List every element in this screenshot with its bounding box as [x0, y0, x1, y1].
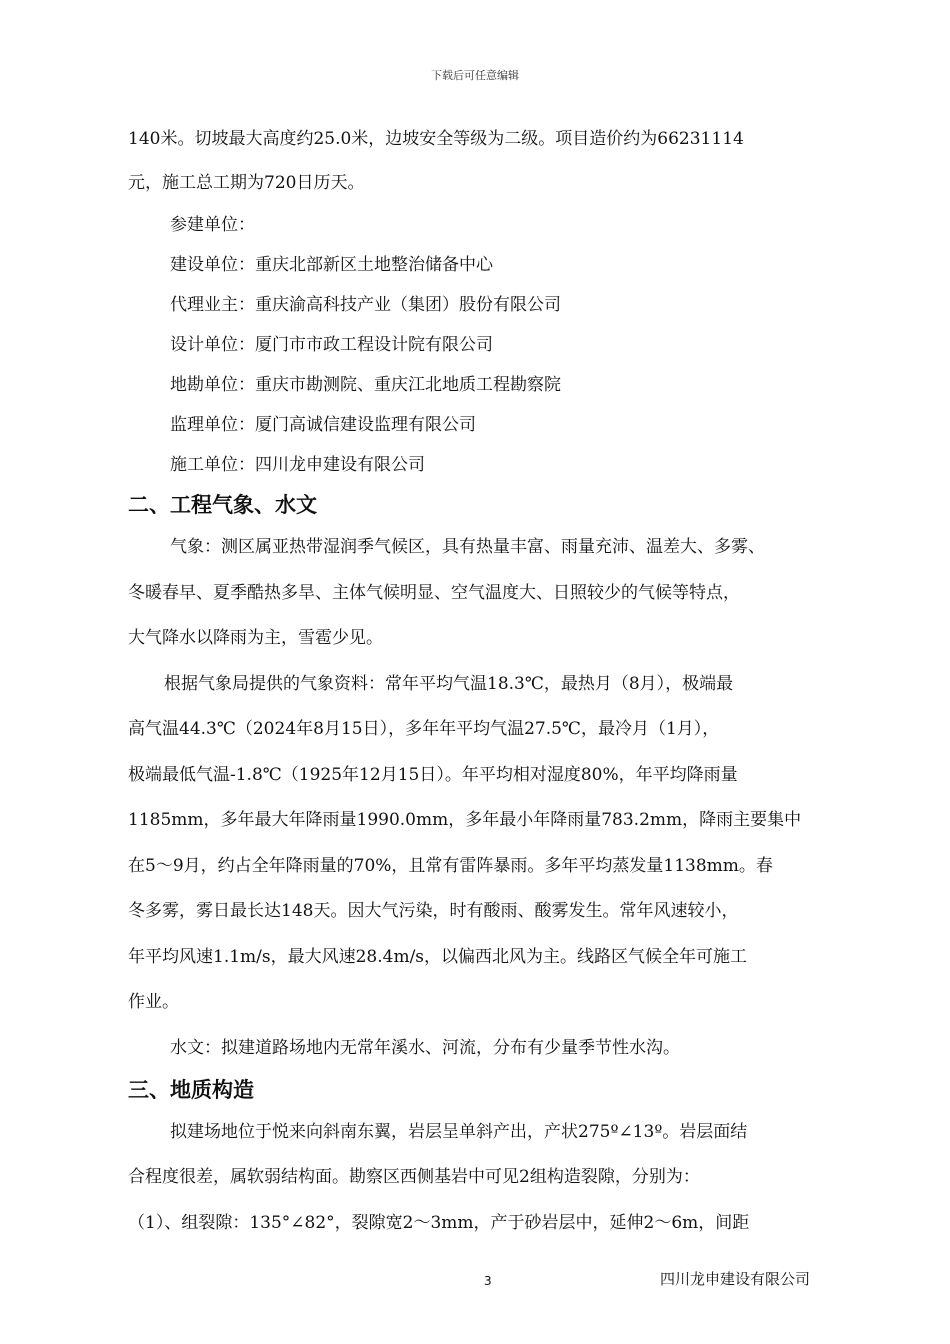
participant-survey: 地勘单位：重庆市勘测院、重庆江北地质工程勘察院 [170, 375, 561, 395]
participant-contractor: 施工单位：四川龙申建设有限公司 [170, 455, 425, 475]
climate-data-line: 作业。 [128, 992, 179, 1012]
climate-line: 冬暖春早、夏季酷热多旱、主体气候明显、空气温度大、日照较少的气候等特点， [128, 582, 740, 603]
intro-line-2: 元，施工总工期为720日历天。 [128, 173, 365, 193]
hydrology-paragraph: 水文：拟建道路场地内无常年溪水、河流，分布有少量季节性水沟。 [170, 1037, 680, 1058]
climate-line: 气象：测区属亚热带湿润季气候区，具有热量丰富、雨量充沛、温差大、多雾、 [170, 537, 765, 557]
participant-supervisor: 监理单位：厦门高诚信建设监理有限公司 [170, 415, 476, 435]
participant-client: 建设单位：重庆北部新区土地整治储备中心 [170, 255, 493, 275]
climate-line: 大气降水以降雨为主，雪雹少见。 [128, 628, 383, 648]
section-3-heading: 三、地质构造 [128, 1077, 254, 1102]
geology-line: 拟建场地位于悦来向斜南东翼，岩层呈单斜产出，产状275º∠13º。岩层面结 [170, 1121, 748, 1142]
climate-data-line: 冬多雾，雾日最长达148天。因大气污染，时有酸雨、酸雾发生。常年风速较小， [128, 901, 739, 921]
participant-designer: 设计单位：厦门市市政工程设计院有限公司 [170, 335, 493, 355]
climate-data-line: 高气温44.3℃（2024年8月15日），多年年平均气温27.5℃，最冷月（1月）， [128, 719, 720, 739]
participant-agent: 代理业主：重庆渝高科技产业（集团）股份有限公司 [170, 295, 561, 315]
climate-data-line: 根据气象局提供的气象资料：常年平均气温18.3℃，最热月（8月），极端最 [164, 673, 734, 694]
section-2-heading: 二、工程气象、水文 [128, 493, 317, 517]
footer-company: 四川龙申建设有限公司 [660, 1270, 811, 1288]
page-number: 3 [484, 1274, 492, 1288]
geology-line: （1）、组裂隙：135°∠82°，裂隙宽2～3mm，产于砂岩层中，延伸2～6m，间距 [128, 1212, 750, 1233]
climate-data-line: 在5～9月，约占全年降雨量的70%，且常有雷阵暴雨。多年平均蒸发量1138mm。春 [128, 855, 773, 876]
participants-title: 参建单位： [170, 215, 255, 235]
geology-paragraph [128, 1110, 838, 1247]
climate-data-line: 年平均风速1.1m/s，最大风速28.4m/s，以偏西北风为主。线路区气候全年可施工 [128, 946, 748, 967]
climate-data-line: 1185mm，多年最大年降雨量1990.0mm，多年最小年降雨量783.2mm，降雨主要集中 [128, 810, 802, 830]
climate-data-paragraph [128, 662, 838, 1026]
page-header: 下载后可任意编辑 [431, 69, 519, 82]
geology-line: 合程度很差，属软弱结构面。勘察区西侧基岩中可见2组构造裂隙，分别为： [128, 1167, 700, 1187]
intro-line-1: 140米。切坡最大高度约25.0米，边坡安全等级为二级。项目造价约为66231114 [128, 129, 744, 149]
climate-data-line: 极端最低气温-1.8℃（1925年12月15日）。年平均相对湿度80%，年平均降雨量 [128, 764, 738, 785]
document-body [128, 117, 838, 1246]
climate-paragraph [128, 525, 838, 662]
